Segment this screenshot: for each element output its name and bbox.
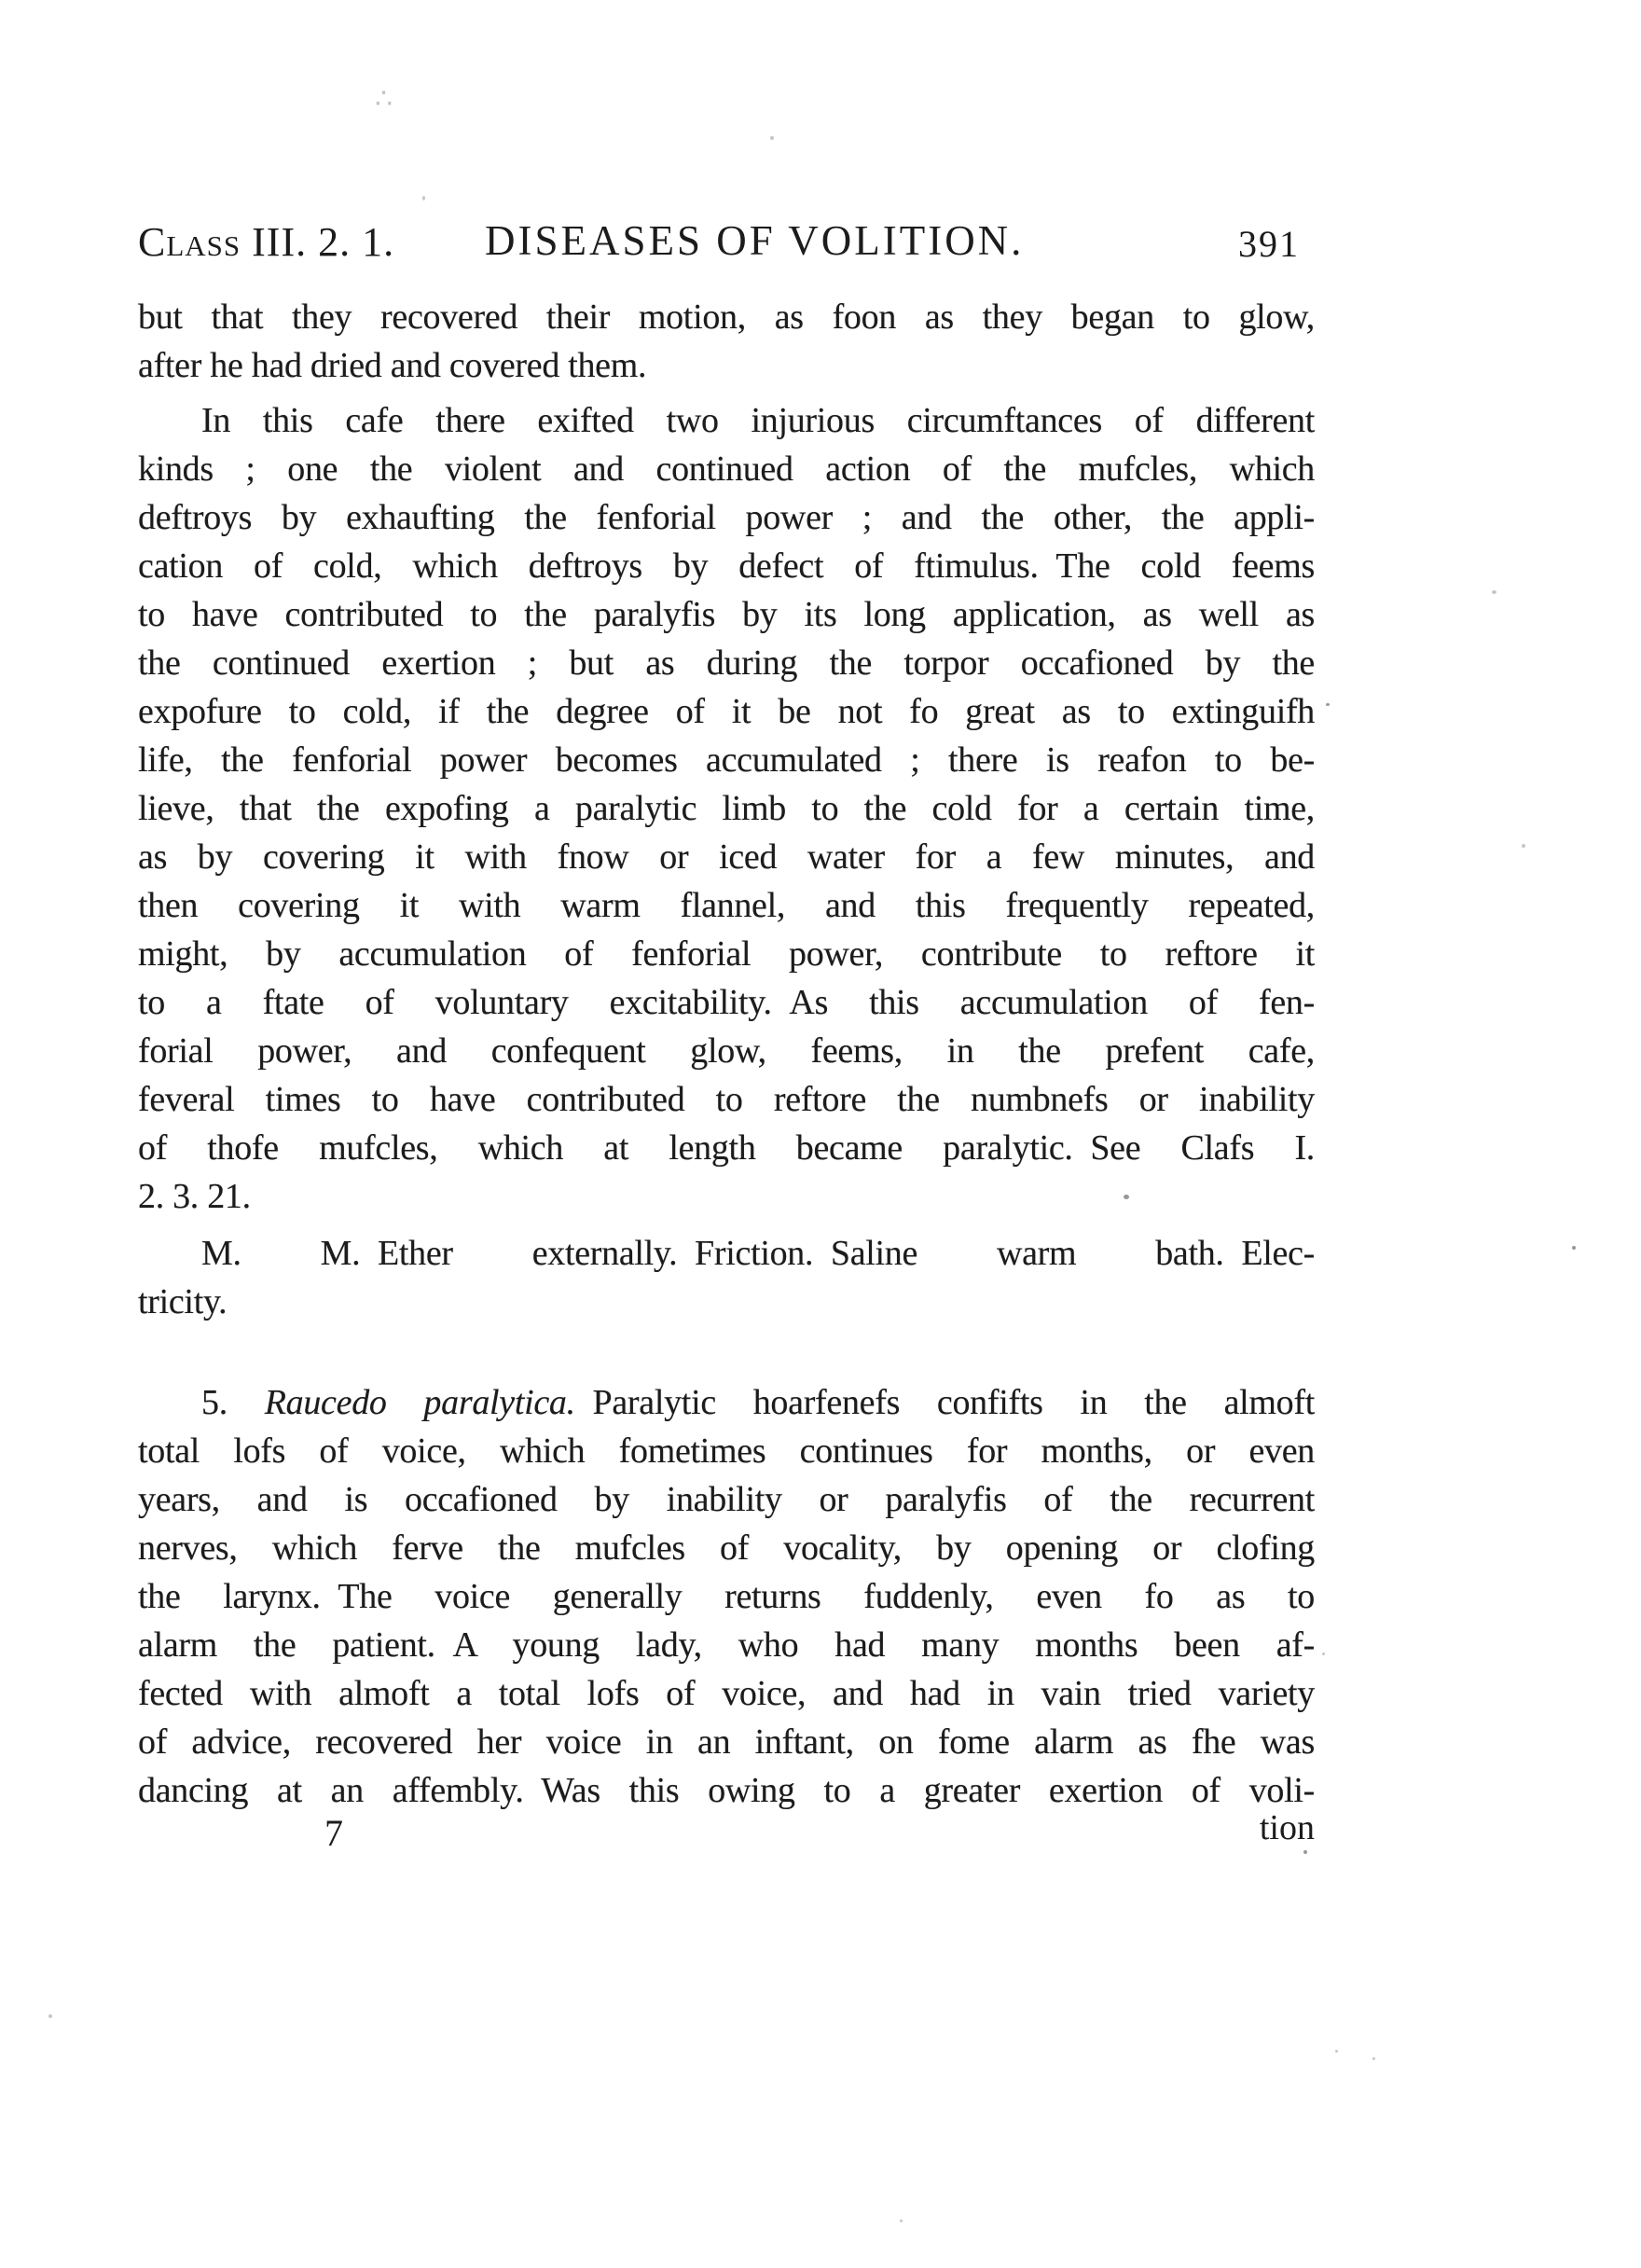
signature-mark: 7 <box>324 1812 343 1854</box>
ink-speck <box>1522 844 1525 848</box>
text-line: forial power, and confequent glow, feems, in the prefent cafe, <box>138 1031 1315 1071</box>
page-number: 391 <box>1238 223 1300 265</box>
text-line: cation of cold, which deftroys by defect of ftimulus. The cold feems <box>138 546 1315 586</box>
text-line: M. M. Ether externally. Friction. Saline warm bath. Elec- <box>201 1234 1315 1273</box>
text-block <box>138 293 1315 1815</box>
page-header <box>138 216 1315 269</box>
text-line: years, and is occafioned by inability or paralyfis of the recurrent <box>138 1480 1315 1519</box>
ink-speck <box>900 2220 903 2222</box>
text-line: after he had dried and covered them. <box>138 346 647 385</box>
species-number: 5. <box>201 1383 265 1422</box>
ink-speck <box>1492 590 1496 594</box>
text-line: the continued exertion ; but as during the torpor occafioned by the <box>138 643 1315 683</box>
text-line: the larynx. The voice generally returns fuddenly, even fo as to <box>138 1577 1315 1616</box>
ink-speck <box>1124 1195 1129 1199</box>
text-line: tricity. <box>138 1282 228 1321</box>
text-line-cross-reference: 2. 3. 21. <box>138 1177 251 1216</box>
ink-speck <box>1303 1850 1307 1854</box>
species-latin-name: Raucedo paralytica. <box>264 1383 575 1422</box>
text-line: In this cafe there exifted two injurious circumftances of different <box>201 401 1315 440</box>
text-line-species-heading <box>138 1378 1315 1427</box>
text-line: deftroys by exhaufting the fenforial power ; and the other, the appli- <box>138 498 1315 537</box>
text-line: alarm the patient. A young lady, who had many months been af- <box>138 1625 1315 1665</box>
text-line: might, by accumulation of fenforial power, contribute to reftore it <box>138 934 1315 974</box>
paragraph-materia-medica <box>138 1229 1315 1326</box>
text-line: dancing at an affembly. Was this owing to a greater exertion of voli- <box>138 1771 1315 1810</box>
paragraph-raucedo-paralytica <box>138 1378 1315 1815</box>
text-line: as by covering it with fnow or iced water for a few minutes, and <box>138 837 1315 877</box>
text-line: of advice, recovered her voice in an inftant, on fome alarm as fhe was <box>138 1722 1315 1762</box>
text-line: feveral times to have contributed to reftore the numbnefs or inability <box>138 1080 1315 1119</box>
text-line: to a ftate of voluntary excitability. As this accumulation of fen- <box>138 983 1315 1022</box>
text-line: total lofs of voice, which fometimes continues for months, or even <box>138 1431 1315 1471</box>
catchword: tion <box>1259 1808 1315 1847</box>
ink-speck <box>1572 1246 1576 1250</box>
text-line: fected with almoft a total lofs of voice, and had in vain tried variety <box>138 1674 1315 1713</box>
text-line: life, the fenforial power becomes accumulated ; there is reafon to be- <box>138 740 1315 780</box>
section-label: Class III. 2. 1. <box>138 219 395 265</box>
text-line: but that they recovered their motion, as foon as they began to glow, <box>138 297 1315 337</box>
ink-speck <box>422 196 425 201</box>
ink-speck <box>48 2014 52 2018</box>
species-lead-text: Paralytic hoarfenefs confifts in the almoft <box>574 1383 1315 1422</box>
ink-speck <box>1335 2050 1338 2053</box>
smudge-mark: ∴ <box>375 84 393 115</box>
page-title: DISEASES OF VOLITION. <box>485 217 1025 264</box>
ink-speck <box>1322 1653 1325 1655</box>
text-line: kinds ; one the violent and continued action of the mufcles, which <box>138 449 1315 489</box>
ink-speck <box>1326 703 1330 706</box>
ink-speck <box>1372 2057 1375 2060</box>
text-line: then covering it with warm flannel, and this frequently repeated, <box>138 886 1315 925</box>
paragraph-cold-case <box>138 396 1315 1221</box>
ink-speck <box>770 136 774 140</box>
text-line: of thofe mufcles, which at length became paralytic. See Clafs I. <box>138 1128 1315 1168</box>
text-line: to have contributed to the paralyfis by its long application, as well as <box>138 595 1315 634</box>
text-line: nerves, which ferve the mufcles of vocality, by opening or clofing <box>138 1528 1315 1568</box>
paragraph-continuation <box>138 293 1315 390</box>
text-line: expofure to cold, if the degree of it be not fo great as to extinguifh <box>138 692 1315 731</box>
text-line: lieve, that the expofing a paralytic limb to the cold for a certain time, <box>138 789 1315 828</box>
